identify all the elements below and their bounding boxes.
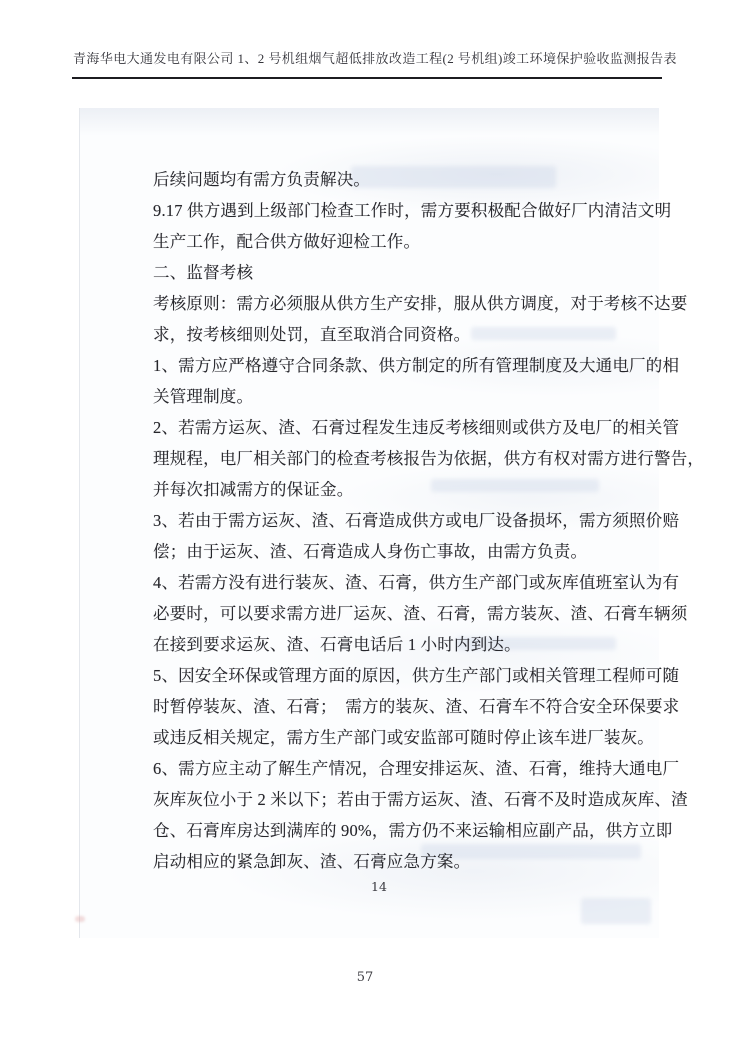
text-line: 5、因安全环保或管理方面的原因，供方生产部门或相关管理工程师可随 <box>153 666 680 685</box>
scan-page-number: 14 <box>371 879 387 894</box>
text-line: 后续问题均有需方负责解决。 <box>153 170 371 189</box>
text-line: 考核原则：需方必须服从供方生产安排，服从供方调度，对于考核不达要 <box>153 294 688 313</box>
text-line: 二、监督考核 <box>153 263 254 282</box>
text-line: 理规程，电厂相关部门的检查考核报告为依据，供方有权对需方进行警告， <box>153 449 705 468</box>
text-line: 9.17 供方遇到上级部门检查工作时，需方要积极配合做好厂内清洁文明 <box>153 201 672 220</box>
text-line: 6、需方应主动了解生产情况，合理安排运灰、渣、石膏，维持大通电厂 <box>153 759 680 778</box>
text-line: 1、需方应严格遵守合同条款、供方制定的所有管理制度及大通电厂的相 <box>153 356 680 375</box>
text-line: 2、若需方运灰、渣、石膏过程发生违反考核细则或供方及电厂的相关管 <box>153 418 680 437</box>
text-line: 并每次扣减需方的保证金。 <box>153 480 354 499</box>
header-rule <box>72 77 662 79</box>
text-line: 灰库灰位小于 2 米以下；若由于需方运灰、渣、石膏不及时造成灰库、渣 <box>153 790 688 809</box>
scan-text-block <box>153 164 705 877</box>
text-line: 启动相应的紧急卸灰、渣、石膏应急方案。 <box>153 852 471 871</box>
footer-page-number: 57 <box>356 970 374 985</box>
scan-artifact <box>581 898 651 924</box>
page-header-title: 青海华电大通发电有限公司 1、2 号机组烟气超低排放改造工程(2 号机组)竣工环境保护验收监测报告表 <box>73 51 677 66</box>
text-line: 生产工作，配合供方做好迎检工作。 <box>153 232 421 251</box>
text-line: 4、若需方没有进行装灰、渣、石膏，供方生产部门或灰库值班室认为有 <box>153 573 680 592</box>
scan-artifact <box>75 916 85 922</box>
text-line: 必要时，可以要求需方进厂运灰、渣、石膏，需方装灰、渣、石膏车辆须 <box>153 604 688 623</box>
text-line: 关管理制度。 <box>153 387 254 406</box>
text-line: 时暂停装灰、渣、石膏； 需方的装灰、渣、石膏车不符合安全环保要求 <box>153 697 680 716</box>
text-line: 或违反相关规定，需方生产部门或安监部可随时停止该车进厂装灰。 <box>153 728 654 747</box>
text-line: 求，按考核细则处罚，直至取消合同资格。 <box>153 325 471 344</box>
text-line: 偿；由于运灰、渣、石膏造成人身伤亡事故，由需方负责。 <box>153 542 588 561</box>
text-line: 仓、石膏库房达到满库的 90%，需方仍不来运输相应副产品，供方立即 <box>153 821 673 840</box>
text-line: 3、若由于需方运灰、渣、石膏造成供方或电厂设备损坏，需方须照价赔 <box>153 511 680 530</box>
text-line: 在接到要求运灰、渣、石膏电话后 1 小时内到达。 <box>153 635 521 654</box>
scanned-document-image <box>79 108 705 938</box>
